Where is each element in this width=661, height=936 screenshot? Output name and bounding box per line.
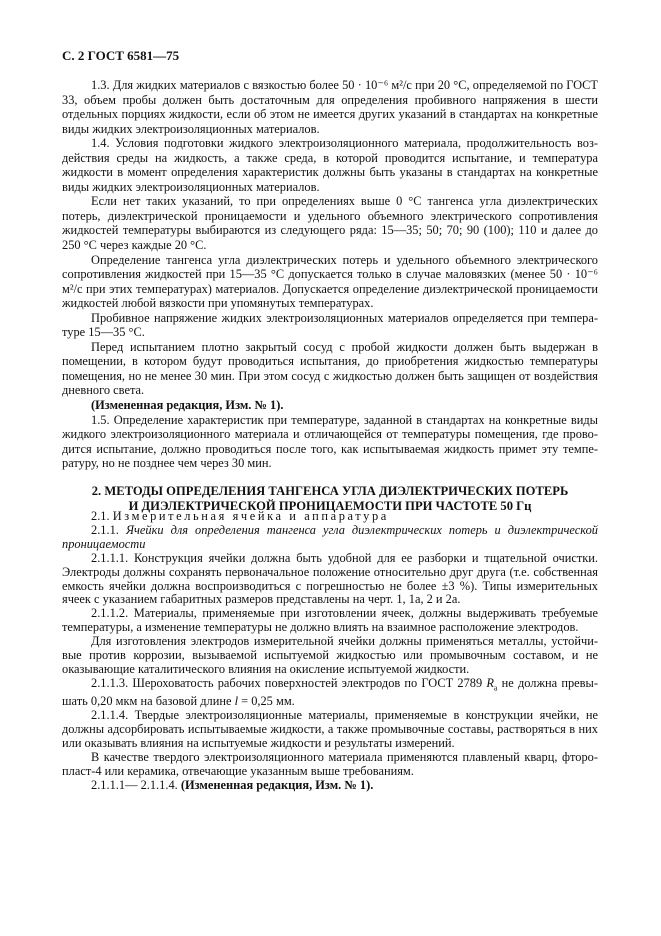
- text: не должна превышать 0,20 мкм на базовой длине: [62, 675, 598, 709]
- amendment-note-2: [62, 779, 598, 793]
- text: 2.1.1.3. Шероховатость рабочих поверхностей электродов по ГОСТ 2789: [91, 675, 487, 690]
- section-2-title-line1: 2. МЕТОДЫ ОПРЕДЕЛЕНИЯ ТАНГЕНСА УГЛА ДИЭЛЕКТРИЧЕСКИХ ПОТЕРЬ: [91, 484, 569, 498]
- roughness-subscript: a: [493, 683, 498, 693]
- subsection-number: 2.1.1.: [91, 522, 119, 537]
- section-1-body: [62, 78, 598, 471]
- amendment-text: (Измененная редакция, Изм. № 1).: [180, 777, 374, 792]
- section-2-body: [62, 510, 598, 793]
- roughness-symbol: R: [486, 675, 494, 690]
- paragraph-2-1-1-4: 2.1.1.4. Твердые электроизоляционные материалы, применяемые в конструкции ячейки, не должны адсорбировать испытываемые жидкости, а также промывочные составы, растворяться в них или оказывать влияния на испытуемые жидкости и результаты измерений.: [62, 708, 598, 750]
- paragraph-2-1-1-3: [62, 677, 598, 709]
- amendment-note: (Измененная редакция, Изм. № 1).: [91, 398, 284, 413]
- paragraph-tangent: Определение тангенса угла диэлектрических потерь и удельного объемного электрического сопротивления жидкостей при 15—35 °С допускается только в случае маловязких (менее 50 · 10⁻⁶ м²/с при этих температурах) материалов. Допускается определение диэлектрической проницаемости жидкостей любой вязкости при упомянутых температурах.: [62, 252, 598, 311]
- subsection-number: 2.1.: [91, 509, 110, 523]
- page-header: С. 2 ГОСТ 6581—75: [62, 48, 180, 63]
- length-symbol: l: [234, 694, 239, 709]
- paragraph-before-test: Перед испытанием плотно закрытый сосуд с пробой жидкости должен быть выдержан в помещении, в котором будут проводиться испытания, до приобретения жидкостью температуры помещения, но не менее 30 мин. При этом сосуд с жидкостью должен быть защищен от воздействия дневного света.: [62, 339, 598, 398]
- paragraph-breakdown: Пробивное напряжение жидких электроизоляционных материалов определяется при температуре 15—35 °С.: [62, 310, 598, 340]
- paragraph-solid-materials: В качестве твердого электроизоляционного материала применяются плавленый кварц, фторопласт-4 или керамика, отвечающие указанным выше требованиям.: [62, 749, 598, 778]
- paragraph-1-4: 1.4. Условия подготовки жидкого электроизоляционного материала, продолжительность воздействия среды на жидкость, а также среда, в которой проводится испытание, и температура жидкости в момент определения характеристик должны быть указаны в стандартах на конкретные виды жидких электроизоляционных материалов.: [62, 136, 598, 194]
- paragraph-electrodes: Для изготовления электродов измерительной ячейки должны применяться металлы, устойчивые против коррозии, вызываемой испытуемой жидкостью или промывочным составом, и не оказывающие каталитического влияния на окисление испытуемой жидкости.: [62, 634, 598, 676]
- subsection-2-1: [62, 510, 598, 524]
- paragraph-2-1-1-1: 2.1.1.1. Конструкция ячейки должна быть удобной для ее разборки и тщательной очистки. Электроды должны сохранять первоначальное положение относительно друг друга (т.е. собственная емкость ячейки должна воспроизводиться с погрешностью не более ±3 %). Типы измерительных ячеек с указанием габаритных размеров представлены на черт. 1, 1а, 2 и 2а.: [62, 550, 598, 607]
- paragraph-temperatures: Если нет таких указаний, то при определениях выше 0 °С тангенса угла диэлектрических потерь, диэлектрической проницаемости и удельного объемного электрического сопротивления жидкостей температуры выбираются из следующего ряда: 15—35; 50; 70; 90 (100); 110 и далее до 250 °С через каждые 20 °С.: [62, 194, 598, 253]
- section-2-title-line2: И ДИЭЛЕКТРИЧЕСКОЙ ПРОНИЦАЕМОСТИ ПРИ ЧАСТОТЕ 50 Гц: [128, 499, 532, 513]
- subsection-2-1-1: [62, 524, 598, 552]
- subsection-title: Ячейки для определения тангенса угла диэлектрических потерь и диэлектрической проницаемости: [62, 522, 598, 551]
- text: = 0,25 мм.: [238, 694, 295, 709]
- subsection-title: Измерительная ячейка и аппаратура: [112, 509, 389, 523]
- paragraph-2-1-1-2: 2.1.1.2. Материалы, применяемые при изготовлении ячеек, должны выдерживать требуемые температуры, а изменение температуры не должно влиять на взаимное расположение электродов.: [62, 606, 598, 635]
- paragraph-1-5: 1.5. Определение характеристик при температуре, заданной в стандартах на конкретные виды жидкого электроизоляционного материала и отличающейся от температуры помещения, где проводится испытание, должно проводиться после того, как испытываемая жидкость примет эту температуру, но не позднее чем через 30 мин.: [62, 412, 598, 471]
- paragraph-1-3: 1.3. Для жидких материалов с вязкостью более 50 · 10⁻⁶ м²/с при 20 °С, определяемой по ГОСТ 33, объем пробы должен быть достаточным для определения пробивного напряжения в шести отдельных порциях жидкости, если об этом не имеется других указаний в стандартах на конкретные виды жидких электроизоляционных материалов.: [62, 78, 598, 136]
- text: 2.1.1.1— 2.1.1.4.: [91, 777, 181, 792]
